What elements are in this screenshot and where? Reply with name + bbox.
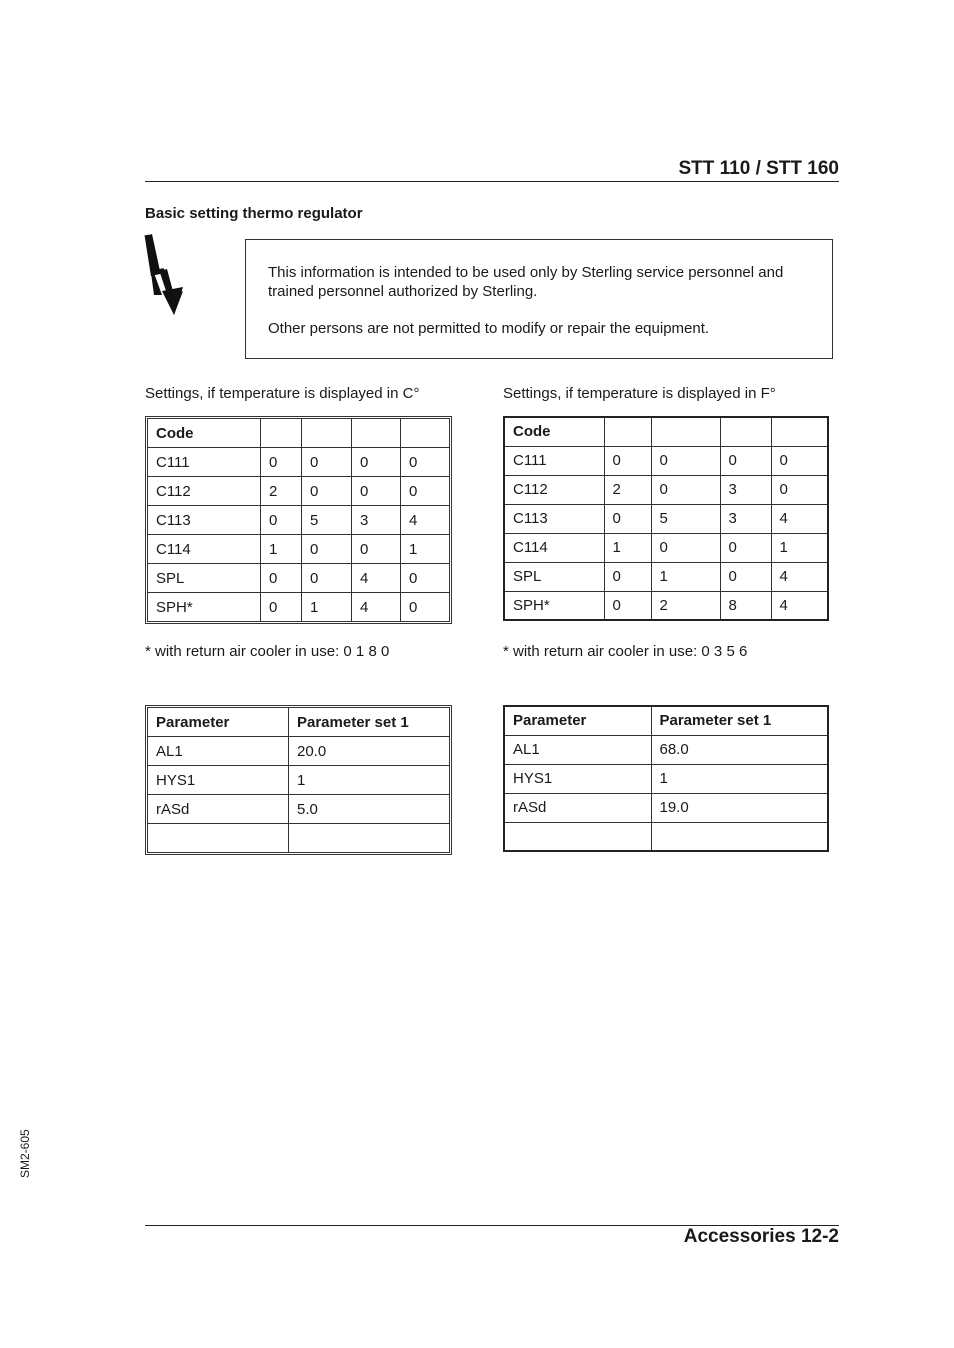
value-cell: 4 [352, 593, 401, 622]
value-cell: 1 [604, 533, 651, 562]
parameter-cell [148, 824, 289, 853]
value-cell: 0 [401, 593, 450, 622]
value-cell: 4 [771, 504, 828, 533]
value-cell: 0 [352, 477, 401, 506]
code-cell: C111 [504, 446, 604, 475]
value-cell: 1 [651, 764, 828, 793]
table-row [148, 477, 450, 506]
value-cell: 0 [302, 477, 352, 506]
code-cell: C111 [148, 448, 261, 477]
fahrenheit-code-table [503, 416, 829, 621]
table-row [148, 708, 450, 737]
value-cell: 0 [302, 564, 352, 593]
table-row [504, 446, 828, 475]
celsius-footnote: * with return air cooler in use: 0 1 8 0 [145, 643, 390, 660]
parameter-cell: HYS1 [504, 764, 651, 793]
value-cell: 20.0 [289, 737, 450, 766]
table-row [148, 766, 450, 795]
parameter-cell: rASd [504, 793, 651, 822]
celsius-parameter-table [147, 707, 450, 853]
table-row [148, 737, 450, 766]
value-cell: 5 [651, 504, 720, 533]
table-row [148, 824, 450, 853]
table-row [148, 448, 450, 477]
table-row [504, 504, 828, 533]
value-cell: 1 [771, 533, 828, 562]
footer-title: Accessories 12-2 [683, 1226, 839, 1247]
header-rule [145, 181, 839, 182]
table-row [504, 591, 828, 620]
value-cell: 0 [720, 533, 771, 562]
code-cell: C113 [504, 504, 604, 533]
value-cell: 1 [302, 593, 352, 622]
value-cell: 4 [771, 562, 828, 591]
parameter-cell: rASd [148, 795, 289, 824]
value-cell: 1 [261, 535, 302, 564]
table-row [148, 535, 450, 564]
value-cell: 1 [289, 766, 450, 795]
warning-notice [245, 239, 833, 359]
value-cell: 0 [261, 506, 302, 535]
code-header: Code [504, 417, 604, 446]
value-cell: 0 [302, 535, 352, 564]
value-cell: 3 [720, 475, 771, 504]
value-cell: 0 [720, 562, 771, 591]
value-cell: 0 [352, 448, 401, 477]
table-row [148, 564, 450, 593]
parameter-cell: HYS1 [148, 766, 289, 795]
value-cell: 1 [401, 535, 450, 564]
fahrenheit-parameter-table [503, 705, 829, 852]
parameter-set-header: Parameter set 1 [651, 706, 828, 735]
code-cell: SPL [504, 562, 604, 591]
value-cell: 0 [352, 535, 401, 564]
value-cell: 68.0 [651, 735, 828, 764]
parameter-set-header: Parameter set 1 [289, 708, 450, 737]
table-row [504, 822, 828, 851]
value-cell: 0 [771, 475, 828, 504]
value-cell: 1 [651, 562, 720, 591]
code-cell: SPH* [504, 591, 604, 620]
value-cell: 19.0 [651, 793, 828, 822]
code-cell: C112 [148, 477, 261, 506]
value-cell: 3 [720, 504, 771, 533]
table-row [148, 419, 450, 448]
value-cell: 0 [771, 446, 828, 475]
table-row [504, 417, 828, 446]
value-cell [289, 824, 450, 853]
code-cell: SPL [148, 564, 261, 593]
celsius-caption: Settings, if temperature is displayed in C° [145, 385, 420, 402]
value-cell: 0 [604, 591, 651, 620]
notice-paragraph-2: Other persons are not permitted to modify or repair the equipment. [268, 320, 710, 337]
table-row [504, 475, 828, 504]
code-cell: C112 [504, 475, 604, 504]
value-cell: 4 [401, 506, 450, 535]
value-cell: 4 [771, 591, 828, 620]
value-cell: 0 [261, 593, 302, 622]
table-row [504, 562, 828, 591]
parameter-cell: AL1 [148, 737, 289, 766]
value-cell: 5 [302, 506, 352, 535]
table-row [504, 764, 828, 793]
value-cell: 0 [651, 475, 720, 504]
value-cell: 0 [261, 448, 302, 477]
value-cell: 0 [302, 448, 352, 477]
value-cell: 0 [651, 446, 720, 475]
document-code: SM2-605 [18, 1129, 32, 1178]
fahrenheit-caption: Settings, if temperature is displayed in F° [503, 385, 776, 402]
code-cell: C114 [504, 533, 604, 562]
parameter-header: Parameter [504, 706, 651, 735]
parameter-cell [504, 822, 651, 851]
notice-paragraph-1: This information is intended to be used only by Sterling service personnel and trained personnel authorized by Sterling. [268, 264, 784, 300]
value-cell: 0 [604, 504, 651, 533]
fahrenheit-footnote: * with return air cooler in use: 0 3 5 6 [503, 643, 748, 660]
value-cell: 8 [720, 591, 771, 620]
value-cell: 0 [401, 448, 450, 477]
value-cell: 0 [720, 446, 771, 475]
value-cell: 4 [352, 564, 401, 593]
code-cell: C113 [148, 506, 261, 535]
table-row [148, 506, 450, 535]
value-cell: 0 [604, 446, 651, 475]
code-header: Code [148, 419, 261, 448]
value-cell: 0 [604, 562, 651, 591]
value-cell [651, 822, 828, 851]
celsius-code-table [147, 418, 450, 622]
value-cell: 2 [651, 591, 720, 620]
table-row [504, 706, 828, 735]
code-cell: SPH* [148, 593, 261, 622]
lightning-bolt-icon [143, 233, 185, 317]
value-cell: 0 [401, 564, 450, 593]
value-cell: 2 [604, 475, 651, 504]
value-cell: 5.0 [289, 795, 450, 824]
table-row [504, 793, 828, 822]
table-row [504, 533, 828, 562]
value-cell: 0 [401, 477, 450, 506]
value-cell: 0 [651, 533, 720, 562]
section-title: Basic setting thermo regulator [145, 205, 363, 222]
table-row [148, 593, 450, 622]
value-cell: 2 [261, 477, 302, 506]
header-title: STT 110 / STT 160 [678, 158, 839, 179]
value-cell: 0 [261, 564, 302, 593]
table-row [148, 795, 450, 824]
code-cell: C114 [148, 535, 261, 564]
parameter-header: Parameter [148, 708, 289, 737]
parameter-cell: AL1 [504, 735, 651, 764]
table-row [504, 735, 828, 764]
value-cell: 3 [352, 506, 401, 535]
